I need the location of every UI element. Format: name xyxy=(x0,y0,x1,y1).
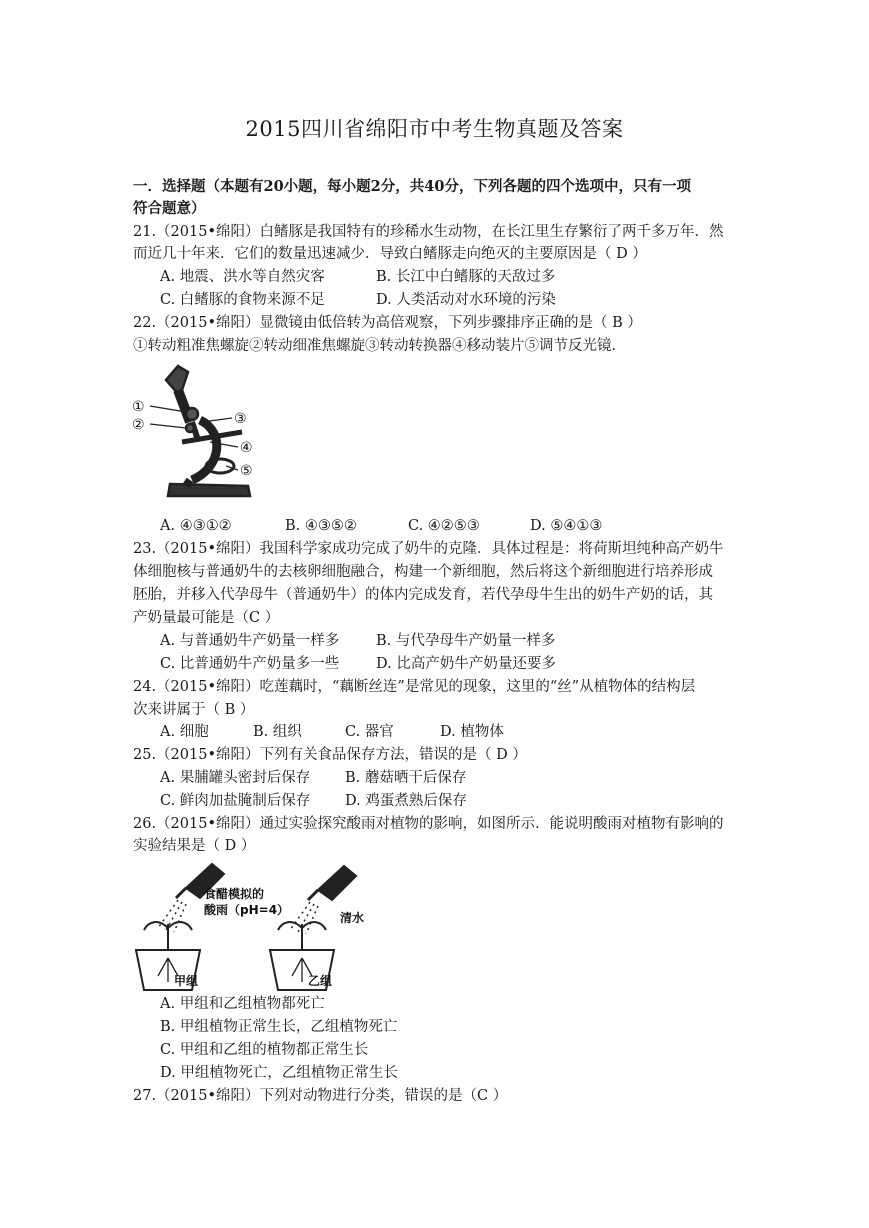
q25-option-b: B. 蘑菇晒干后保存 xyxy=(345,770,467,786)
q21-option-a: A. 地震、洪水等自然灾客 xyxy=(160,269,325,285)
q23-option-d: D. 比高产奶牛产奶量还要多 xyxy=(376,656,556,672)
microscope-figure xyxy=(130,362,270,504)
group-a-label: 甲组 xyxy=(174,974,199,988)
q22-option-c: C. ④②⑤③ xyxy=(408,518,480,534)
acid-rain-label-line2: 酸雨（pH=4） xyxy=(204,903,290,917)
q24-stem-line1: 24.（2015•绵阳）吃莲藕时，“藕断丝连”是常见的现象，这里的“丝”从植物体的结构层 xyxy=(133,679,696,695)
q24-option-b: B. 组织 xyxy=(253,724,302,740)
q25-option-c: C. 鲜肉加盐腌制后保存 xyxy=(160,793,311,809)
q23-option-b: B. 与代孕母牛产奶量一样多 xyxy=(376,633,556,649)
q24-option-a: A. 细胞 xyxy=(160,724,209,740)
q22-option-b: B. ④③⑤② xyxy=(285,518,357,534)
q26-stem-line2: 实验结果是（ D ） xyxy=(133,838,256,854)
q27-stem-line1: 27.（2015•绵阳）下列对动物进行分类，错误的是（C ） xyxy=(133,1088,508,1104)
microscope-label-1: ① xyxy=(132,399,145,415)
acid-rain-label-line1: 食醋模拟的 xyxy=(204,887,265,901)
group-b-label: 乙组 xyxy=(308,974,333,988)
q22-option-a: A. ④③①② xyxy=(160,518,232,534)
section-heading-line2: 符合题意） xyxy=(133,200,206,217)
q24-stem-line2: 次来讲属于（ B ） xyxy=(133,702,255,718)
q23-stem-line2: 体细胞核与普通奶牛的去核卵细胞融合，构建一个新细胞，然后将这个新细胞进行培养形成 xyxy=(133,564,713,580)
q24-option-d: D. 植物体 xyxy=(440,724,504,740)
q26-option-c: C. 甲组和乙组的植物都正常生长 xyxy=(160,1042,369,1058)
document-title: 2015四川省绵阳市中考生物真题及答案 xyxy=(245,117,624,141)
microscope-label-5: ⑤ xyxy=(240,463,253,479)
q25-option-d: D. 鸡蛋煮熟后保存 xyxy=(345,793,467,809)
q23-stem-line4: 产奶量最可能是（C ） xyxy=(133,610,280,626)
q23-option-c: C. 比普通奶牛产奶量多一些 xyxy=(160,656,340,672)
q21-stem-line1: 21.（2015•绵阳）白鳍豚是我国特有的珍稀水生动物，在长江里生存繁衍了两千多万年．然 xyxy=(133,224,724,240)
section-heading-line1: 一．选择题（本题有20小题，每小题2分，共40分，下列各题的四个选项中，只有一项 xyxy=(133,178,691,195)
q22-stem-line1: 22.（2015•绵阳）显微镜由低倍转为高倍观察，下列步骤排序正确的是（ B ） xyxy=(133,315,642,331)
q23-stem-line1: 23.（2015•绵阳）我国科学家成功完成了奶牛的克隆．具体过程是：将荷斯坦纯种高产奶牛 xyxy=(133,541,724,557)
q23-stem-line3: 胚胎，并移入代孕母牛（普通奶牛）的体内完成发育，若代孕母牛生出的奶牛产奶的话，其 xyxy=(133,587,713,603)
q26-option-d: D. 甲组植物死亡，乙组植物正常生长 xyxy=(160,1065,398,1081)
q25-option-a: A. 果脯罐头密封后保存 xyxy=(160,770,311,786)
microscope-label-2: ② xyxy=(132,417,145,433)
q26-stem-line1: 26.（2015•绵阳）通过实验探究酸雨对植物的影响，如图所示．能说明酸雨对植物有影响的 xyxy=(133,816,724,832)
q26-option-a: A. 甲组和乙组植物都死亡 xyxy=(160,996,325,1012)
microscope-label-4: ④ xyxy=(240,440,253,456)
q25-stem-line1: 25.（2015•绵阳）下列有关食品保存方法，错误的是（ D ） xyxy=(133,747,527,763)
q21-option-d: D. 人类活动对水环境的污染 xyxy=(376,292,556,308)
q21-option-c: C. 白鳍豚的食物来源不足 xyxy=(160,292,325,308)
q21-stem-line2: 而近几十年来．它们的数量迅速减少．导致白鳍豚走向绝灭的主要原因是（ D ） xyxy=(133,246,647,262)
microscope-label-3: ③ xyxy=(234,411,247,427)
q24-option-c: C. 器官 xyxy=(345,724,394,740)
water-label: 清水 xyxy=(340,911,365,925)
q26-option-b: B. 甲组植物正常生长，乙组植物死亡 xyxy=(160,1019,398,1035)
q23-option-a: A. 与普通奶牛产奶量一样多 xyxy=(160,633,340,649)
acid-rain-figure xyxy=(130,858,380,998)
q21-option-b: B. 长江中白鳍豚的天敌过多 xyxy=(376,269,556,285)
q22-option-d: D. ⑤④①③ xyxy=(530,518,603,534)
q22-stem-line2: ①转动粗准焦螺旋②转动细准焦螺旋③转动转换器④移动装片⑤调节反光镜. xyxy=(133,338,617,354)
